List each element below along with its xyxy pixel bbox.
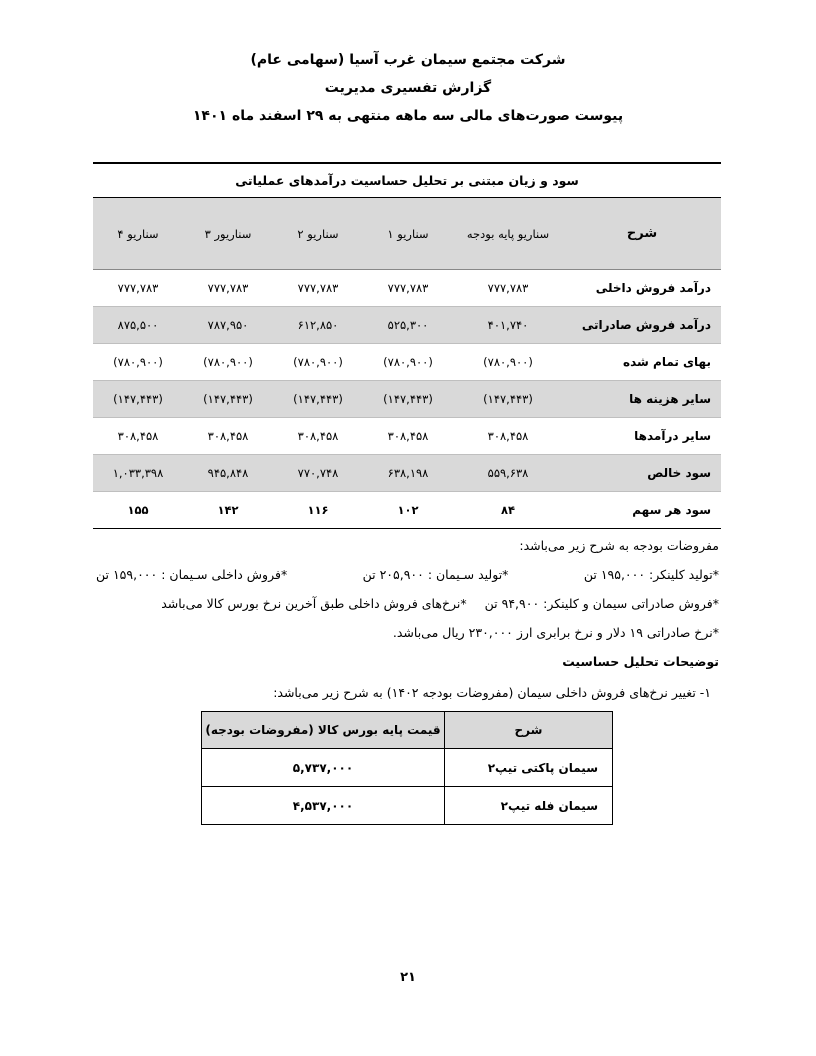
cell: ۷۷۰,۷۴۸ — [273, 455, 363, 492]
domestic-rates: *نرخ‌های فروش داخلی طبق آخرین نرخ بورس کالا می‌باشد — [161, 596, 467, 611]
column-header-scenario-2: سناریو ۲ — [273, 198, 363, 270]
cell: ۳۰۸,۴۵۸ — [453, 418, 563, 455]
export-sales: *فروش صادراتی سیمان و کلینکر: ۹۴,۹۰۰ تن — [484, 596, 719, 611]
assumptions-intro: مفروضات بودجه به شرح زیر می‌باشد: — [519, 538, 719, 553]
column-header-description: شرح — [445, 712, 613, 749]
report-title: گزارش تفسیری مدیریت — [324, 80, 492, 96]
column-header-description: شرح — [563, 198, 721, 270]
table-header-row — [93, 198, 721, 270]
assumptions-fx-line: *نرخ صادراتی ۱۹ دلار و نرخ برابری ارز ۲۳۰,۰۰۰ ریال می‌باشد. — [392, 625, 719, 640]
sensitivity-table — [93, 198, 721, 529]
period-title: پیوست صورت‌های مالی سه ماهه منتهی به ۲۹ اسفند ماه ۱۴۰۱ — [192, 108, 624, 124]
cell: ۱,۰۳۳,۳۹۸ — [93, 455, 183, 492]
column-header-scenario-4: سناریو ۴ — [93, 198, 183, 270]
cell: (۱۴۷,۴۴۳) — [453, 381, 563, 418]
cell: ۱۴۲ — [183, 492, 273, 529]
cement-production: *تولید سـیمان : ۲۰۵,۹۰۰ تن — [362, 567, 509, 582]
sensitivity-table-caption: سود و زیان مبتنی بر تحلیل حساسیت درآمدهای عملیاتی — [93, 162, 721, 198]
row-label: سیمان پاکتی تیپ۲ — [445, 749, 613, 787]
cell: (۷۸۰,۹۰۰) — [363, 344, 453, 381]
table-row-bulk-cement — [202, 787, 613, 825]
cell: ۱۵۵ — [93, 492, 183, 529]
row-label: سود هر سهم — [563, 492, 721, 529]
cell: ۳۰۸,۴۵۸ — [93, 418, 183, 455]
cell: (۷۸۰,۹۰۰) — [273, 344, 363, 381]
cell: ۷۷۷,۷۸۳ — [273, 270, 363, 307]
cell: ۸۴ — [453, 492, 563, 529]
table-row-cost-of-sales — [93, 344, 721, 381]
cell: (۱۴۷,۴۴۳) — [183, 381, 273, 418]
cell: (۷۸۰,۹۰۰) — [453, 344, 563, 381]
table-row-export-sales — [93, 307, 721, 344]
table-row-eps — [93, 492, 721, 529]
price-table-section — [202, 711, 613, 825]
cell: ۳۰۸,۴۵۸ — [273, 418, 363, 455]
sensitivity-notes-item-1: ۱- تغییر نرخ‌های فروش داخلی سیمان (مفروضات بودجه ۱۴۰۲) به شرح زیر می‌باشد: — [273, 685, 711, 700]
row-label: بهای تمام شده — [563, 344, 721, 381]
row-label: سایر هزینه ها — [563, 381, 721, 418]
page-number: ۲۱ — [400, 970, 416, 985]
cell: ۵۲۵,۳۰۰ — [363, 307, 453, 344]
cell: ۸۷۵,۵۰۰ — [93, 307, 183, 344]
row-label: درآمد فروش صادراتی — [563, 307, 721, 344]
cell: (۱۴۷,۴۴۳) — [93, 381, 183, 418]
cell: ۴۰۱,۷۴۰ — [453, 307, 563, 344]
table-row-other-expenses — [93, 381, 721, 418]
row-label: سایر درآمدها — [563, 418, 721, 455]
cell: (۷۸۰,۹۰۰) — [93, 344, 183, 381]
assumptions-production-line — [96, 567, 719, 582]
sensitivity-table-section — [93, 162, 721, 529]
cell: ۷۷۷,۷۸۳ — [363, 270, 453, 307]
table-row-packed-cement — [202, 749, 613, 787]
row-label: درآمد فروش داخلی — [563, 270, 721, 307]
cell: ۷۷۷,۷۸۳ — [453, 270, 563, 307]
cell: (۱۴۷,۴۴۳) — [273, 381, 363, 418]
column-header-scenario-1: سناریو ۱ — [363, 198, 453, 270]
row-label: سود خالص — [563, 455, 721, 492]
column-header-scenario-3: سناریور ۳ — [183, 198, 273, 270]
cell: ۷۷۷,۷۸۳ — [93, 270, 183, 307]
cell: ۶۳۸,۱۹۸ — [363, 455, 453, 492]
table-row-net-profit — [93, 455, 721, 492]
clinker-production: *تولید کلینکر: ۱۹۵,۰۰۰ تن — [583, 567, 719, 582]
price-table — [201, 711, 613, 825]
cell: (۱۴۷,۴۴۳) — [363, 381, 453, 418]
cell: ۳۰۸,۴۵۸ — [183, 418, 273, 455]
domestic-cement-sales: *فروش داخلی سـیمان : ۱۵۹,۰۰۰ تن — [96, 567, 288, 582]
table-row-domestic-sales — [93, 270, 721, 307]
cell: ۷۸۷,۹۵۰ — [183, 307, 273, 344]
cell: ۹۴۵,۸۴۸ — [183, 455, 273, 492]
cell: ۳۰۸,۴۵۸ — [363, 418, 453, 455]
cell: ۱۰۲ — [363, 492, 453, 529]
cell: (۷۸۰,۹۰۰) — [183, 344, 273, 381]
cell: ۱۱۶ — [273, 492, 363, 529]
table-header-row — [202, 712, 613, 749]
sensitivity-notes-heading: توضیحات تحلیل حساسیت — [562, 654, 719, 669]
assumptions-export-line — [161, 596, 719, 611]
cell: ۷۷۷,۷۸۳ — [183, 270, 273, 307]
cell: ۵۵۹,۶۳۸ — [453, 455, 563, 492]
cell: ۶۱۲,۸۵۰ — [273, 307, 363, 344]
row-label: سیمان فله تیپ۲ — [445, 787, 613, 825]
column-header-base-budget: سناریو پایه بودجه — [453, 198, 563, 270]
cell: ۴,۵۳۷,۰۰۰ — [202, 787, 445, 825]
table-row-other-income — [93, 418, 721, 455]
company-title: شرکت مجتمع سیمان غرب آسیا (سهامی عام) — [250, 52, 566, 68]
cell: ۵,۷۳۷,۰۰۰ — [202, 749, 445, 787]
column-header-base-price: قیمت پایه بورس کالا (مفروضات بودجه) — [202, 712, 445, 749]
